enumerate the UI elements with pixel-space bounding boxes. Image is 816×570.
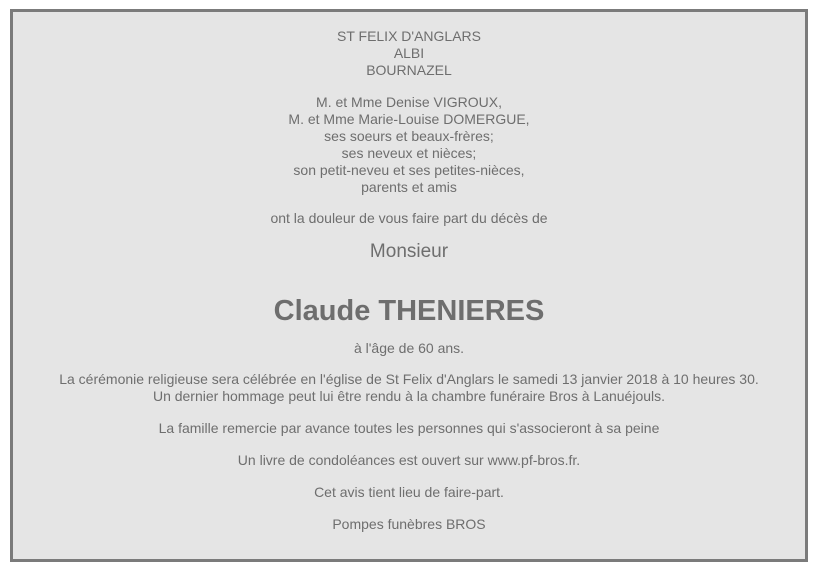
family-line: ses neveux et nièces; <box>341 145 477 161</box>
family-line: ses soeurs et beaux-frères; <box>324 128 494 144</box>
ceremony-line: Un dernier hommage peut lui être rendu à la chambre funéraire Bros à Lanuéjouls. <box>152 388 666 404</box>
family-line: son petit-neveu et ses petites-nièces, <box>293 162 525 178</box>
family-block <box>13 94 805 196</box>
family-line: M. et Mme Marie-Louise DOMERGUE, <box>288 111 530 127</box>
condolences-text: Un livre de condoléances est ouvert sur www.pf-bros.fr. <box>237 452 581 468</box>
avis-text: Cet avis tient lieu de faire-part. <box>314 484 504 500</box>
place-line: ALBI <box>393 45 425 61</box>
honorific-title: Monsieur <box>369 241 449 262</box>
thanks-text: La famille remercie par avance toutes les personnes qui s'associeront à sa peine <box>158 420 660 436</box>
death-notice <box>10 9 808 562</box>
deceased-name: Claude THENIERES <box>273 295 545 327</box>
funeral-home-name: Pompes funèbres BROS <box>332 516 486 532</box>
family-line: parents et amis <box>361 179 457 195</box>
family-line: M. et Mme Denise VIGROUX, <box>316 94 502 110</box>
age-text: à l'âge de 60 ans. <box>353 340 465 356</box>
places-block <box>13 28 805 79</box>
ceremony-line: La cérémonie religieuse sera célébrée en l'église de St Felix d'Anglars le samedi 13 janvier 2018 à 10 heures 30. <box>59 371 759 387</box>
ceremony-block <box>13 371 805 405</box>
place-line: BOURNAZEL <box>366 62 452 78</box>
announcement-text: ont la douleur de vous faire part du décès de <box>270 210 548 226</box>
place-line: ST FELIX D'ANGLARS <box>336 28 481 44</box>
